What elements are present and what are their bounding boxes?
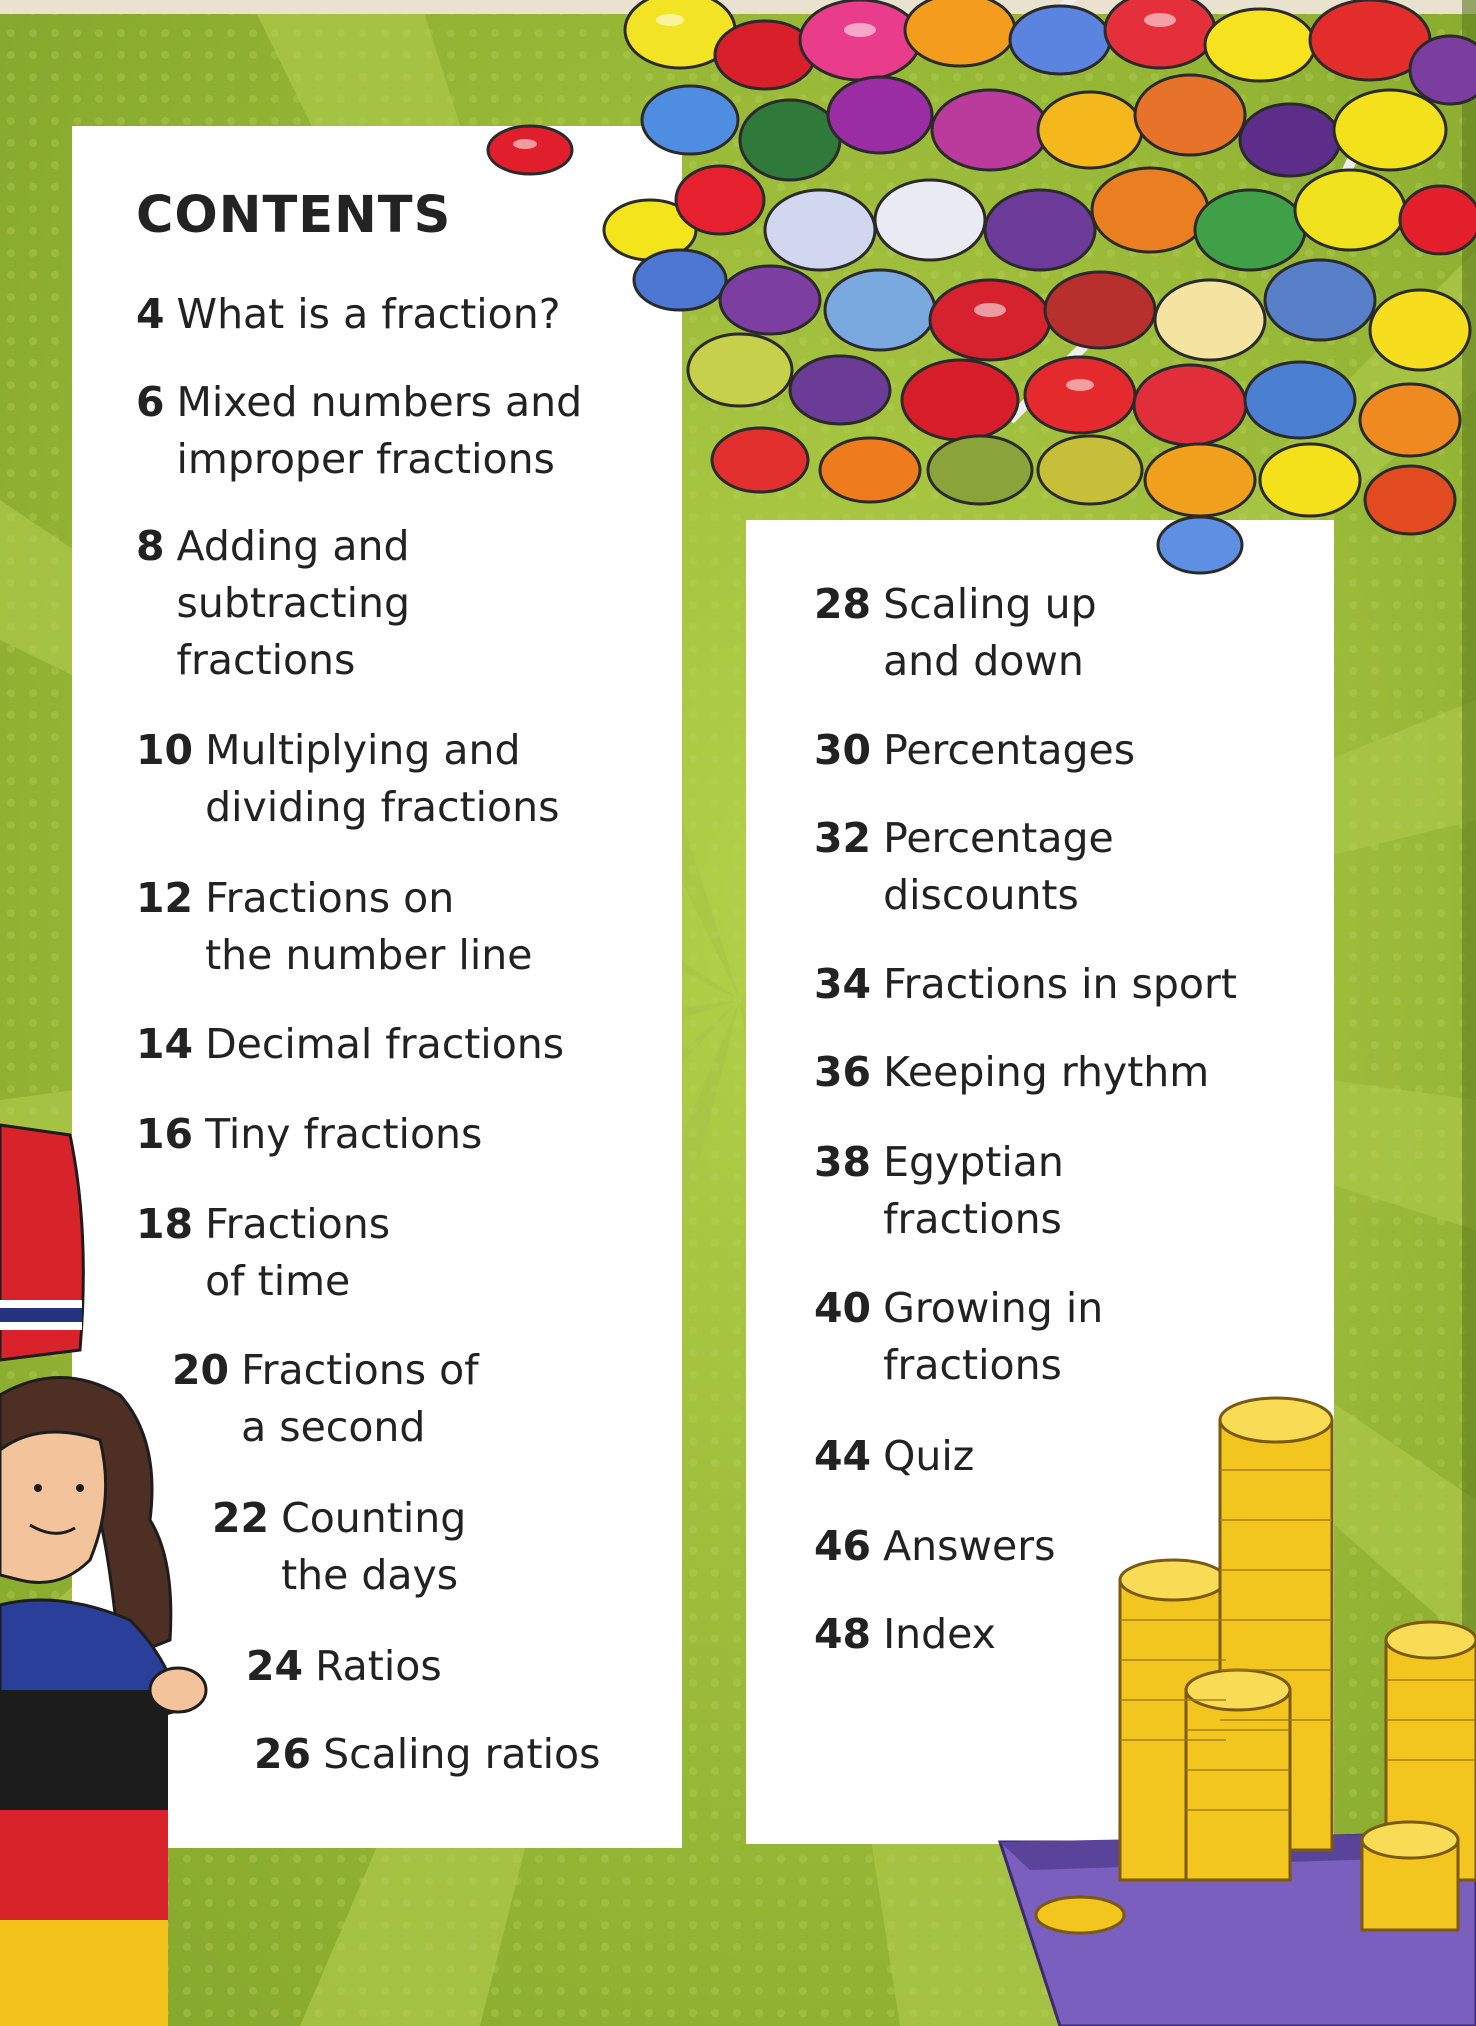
toc-entry-title: Percentage discounts [883, 814, 1114, 919]
toc-entry-page-22[interactable] [212, 1490, 466, 1604]
toc-entry-page-4[interactable] [136, 286, 561, 343]
toc-page-number: 16 [136, 1110, 194, 1158]
toc-page-number: 36 [814, 1048, 872, 1096]
toc-page-number: 8 [136, 522, 165, 570]
toc-entry-page-48[interactable] [814, 1606, 996, 1663]
toc-page-number: 30 [814, 726, 872, 774]
toc-entry-page-46[interactable] [814, 1518, 1055, 1575]
toc-entry-title: Ratios [315, 1642, 442, 1690]
toc-page-number: 14 [136, 1020, 194, 1068]
toc-page-number: 26 [254, 1730, 312, 1778]
contents-heading: CONTENTS [136, 186, 452, 245]
toc-page-number: 6 [136, 378, 165, 426]
toc-entry-title: Scaling ratios [323, 1730, 601, 1778]
toc-entry-title: Quiz [883, 1432, 975, 1480]
toc-entry-title: Keeping rhythm [883, 1048, 1210, 1096]
toc-entry-page-10[interactable] [136, 722, 559, 836]
toc-entry-title: Fractions of time [205, 1200, 391, 1305]
toc-entry-page-14[interactable] [136, 1016, 564, 1073]
toc-page-number: 44 [814, 1432, 872, 1480]
toc-page-number: 48 [814, 1610, 872, 1658]
toc-page-number: 32 [814, 814, 872, 862]
toc-entry-title: Decimal fractions [205, 1020, 565, 1068]
toc-page-number: 12 [136, 874, 194, 922]
toc-entry-page-16[interactable] [136, 1106, 482, 1163]
toc-page-number: 18 [136, 1200, 194, 1248]
toc-page-number: 46 [814, 1522, 872, 1570]
toc-entry-title: Counting the days [281, 1494, 467, 1599]
toc-entry-title: Adding and subtracting fractions [176, 522, 410, 684]
toc-entry-page-30[interactable] [814, 722, 1135, 779]
toc-entry-title: Index [883, 1610, 996, 1658]
toc-entry-title: Mixed numbers and improper fractions [176, 378, 583, 483]
toc-entry-title: Tiny fractions [205, 1110, 483, 1158]
toc-page-number: 40 [814, 1284, 872, 1332]
toc-entry-title: Percentages [883, 726, 1136, 774]
toc-entry-page-18[interactable] [136, 1196, 390, 1310]
toc-entry-page-8[interactable] [136, 518, 410, 689]
toc-entry-title: What is a fraction? [176, 290, 561, 338]
toc-page-number: 34 [814, 960, 872, 1008]
toc-page-number: 20 [172, 1346, 230, 1394]
toc-page-number: 22 [212, 1494, 270, 1542]
toc-entry-title: Answers [883, 1522, 1056, 1570]
toc-page-number: 4 [136, 290, 165, 338]
toc-entry-title: Fractions of a second [241, 1346, 479, 1451]
toc-entry-title: Growing in fractions [883, 1284, 1104, 1389]
toc-entry-page-34[interactable] [814, 956, 1237, 1013]
toc-entry-title: Egyptian fractions [883, 1138, 1064, 1243]
toc-entry-page-20[interactable] [172, 1342, 479, 1456]
toc-entry-title: Fractions on the number line [205, 874, 533, 979]
toc-entry-page-40[interactable] [814, 1280, 1103, 1394]
toc-entry-page-28[interactable] [814, 576, 1097, 690]
toc-entry-page-32[interactable] [814, 810, 1114, 924]
toc-entry-title: Fractions in sport [883, 960, 1237, 1008]
toc-entry-title: Multiplying and dividing fractions [205, 726, 560, 831]
toc-entry-page-24[interactable] [246, 1638, 442, 1695]
toc-entry-page-6[interactable] [136, 374, 582, 488]
toc-page-number: 10 [136, 726, 194, 774]
toc-entry-page-26[interactable] [254, 1726, 600, 1783]
toc-page-number: 28 [814, 580, 872, 628]
toc-entry-page-44[interactable] [814, 1428, 974, 1485]
toc-entry-page-36[interactable] [814, 1044, 1209, 1101]
toc-page-number: 24 [246, 1642, 304, 1690]
toc-entry-title: Scaling up and down [883, 580, 1097, 685]
toc-entry-page-38[interactable] [814, 1134, 1064, 1248]
toc-page-number: 38 [814, 1138, 872, 1186]
toc-entry-page-12[interactable] [136, 870, 532, 984]
